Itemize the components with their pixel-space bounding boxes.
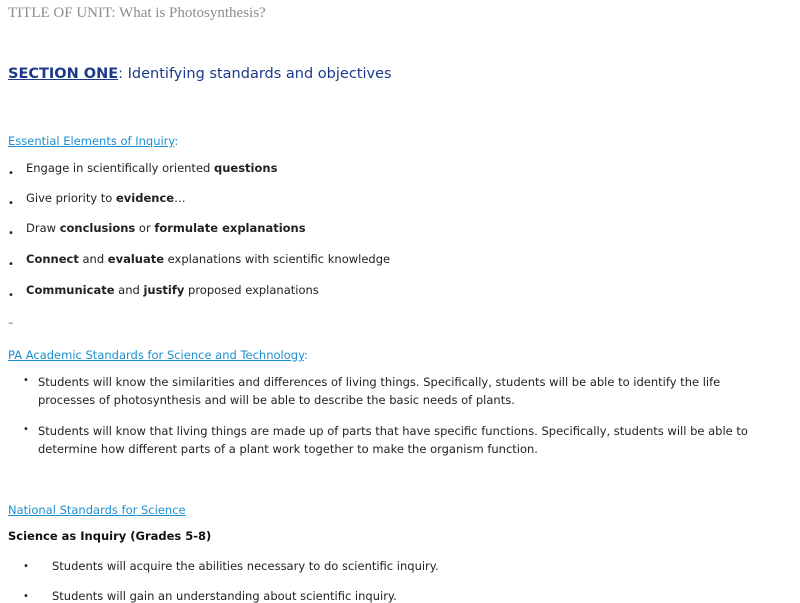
list-item: Students will gain an understanding about scientific inquiry. xyxy=(52,589,397,603)
essential-elements-link[interactable]: Essential Elements of Inquiry xyxy=(8,134,175,148)
separator-dash: – xyxy=(8,316,14,329)
bullet-icon: • xyxy=(8,168,14,179)
list-item: Students will know the similarities and differences of living things. Specifically, students will be able to identify the life processes of photosynthesis and will be able to describe the basic needs of plants. xyxy=(38,375,721,407)
pa-standards-heading[interactable] xyxy=(8,344,308,363)
list-item xyxy=(8,283,319,302)
pa-standards-colon: : xyxy=(304,348,308,362)
national-standards-link[interactable]: National Standards for Science xyxy=(8,503,186,517)
science-inquiry-subheading: Science as Inquiry (Grades 5-8) xyxy=(8,529,212,543)
pa-standards-link[interactable]: PA Academic Standards for Science and Technology xyxy=(8,348,305,362)
national-standards-heading[interactable] xyxy=(8,499,186,518)
section-text: Identifying standards and objectives xyxy=(123,66,392,82)
list-item: Students will know that living things are made up of parts that have specific functions. Specifically, students will be able to determine how different parts of a plant work together to make the organism function. xyxy=(38,424,748,456)
essential-elements-heading[interactable] xyxy=(8,130,178,149)
list-item-text: Engage in scientifically oriented questions xyxy=(26,161,278,175)
essential-elements-colon: : xyxy=(174,134,179,148)
bullet-icon: • xyxy=(8,198,14,209)
unit-title: TITLE OF UNIT: What is Photosynthesis? xyxy=(8,5,266,21)
bullet-icon: • xyxy=(23,591,29,602)
bullet-icon: • xyxy=(8,259,14,270)
list-item xyxy=(8,252,391,271)
bullet-icon: • xyxy=(8,228,14,239)
bullet-icon: • xyxy=(23,424,29,435)
list-item-text: Draw conclusions or formulate explanations xyxy=(26,221,306,235)
section-label: SECTION ONE xyxy=(8,66,119,82)
list-item-text: Connect and evaluate explanations with scientific knowledge xyxy=(26,252,391,266)
list-item xyxy=(8,221,306,240)
list-item xyxy=(8,161,278,180)
bullet-icon: • xyxy=(23,375,29,386)
section-colon: : xyxy=(118,66,124,82)
list-item-text: Give priority to evidence… xyxy=(26,191,186,205)
bullet-icon: • xyxy=(8,290,14,301)
list-item-text: Communicate and justify proposed explanations xyxy=(26,283,319,297)
list-item: Students will acquire the abilities necessary to do scientific inquiry. xyxy=(52,559,439,573)
list-item xyxy=(8,191,186,210)
section-one-heading xyxy=(8,66,392,82)
bullet-icon: • xyxy=(23,561,29,572)
